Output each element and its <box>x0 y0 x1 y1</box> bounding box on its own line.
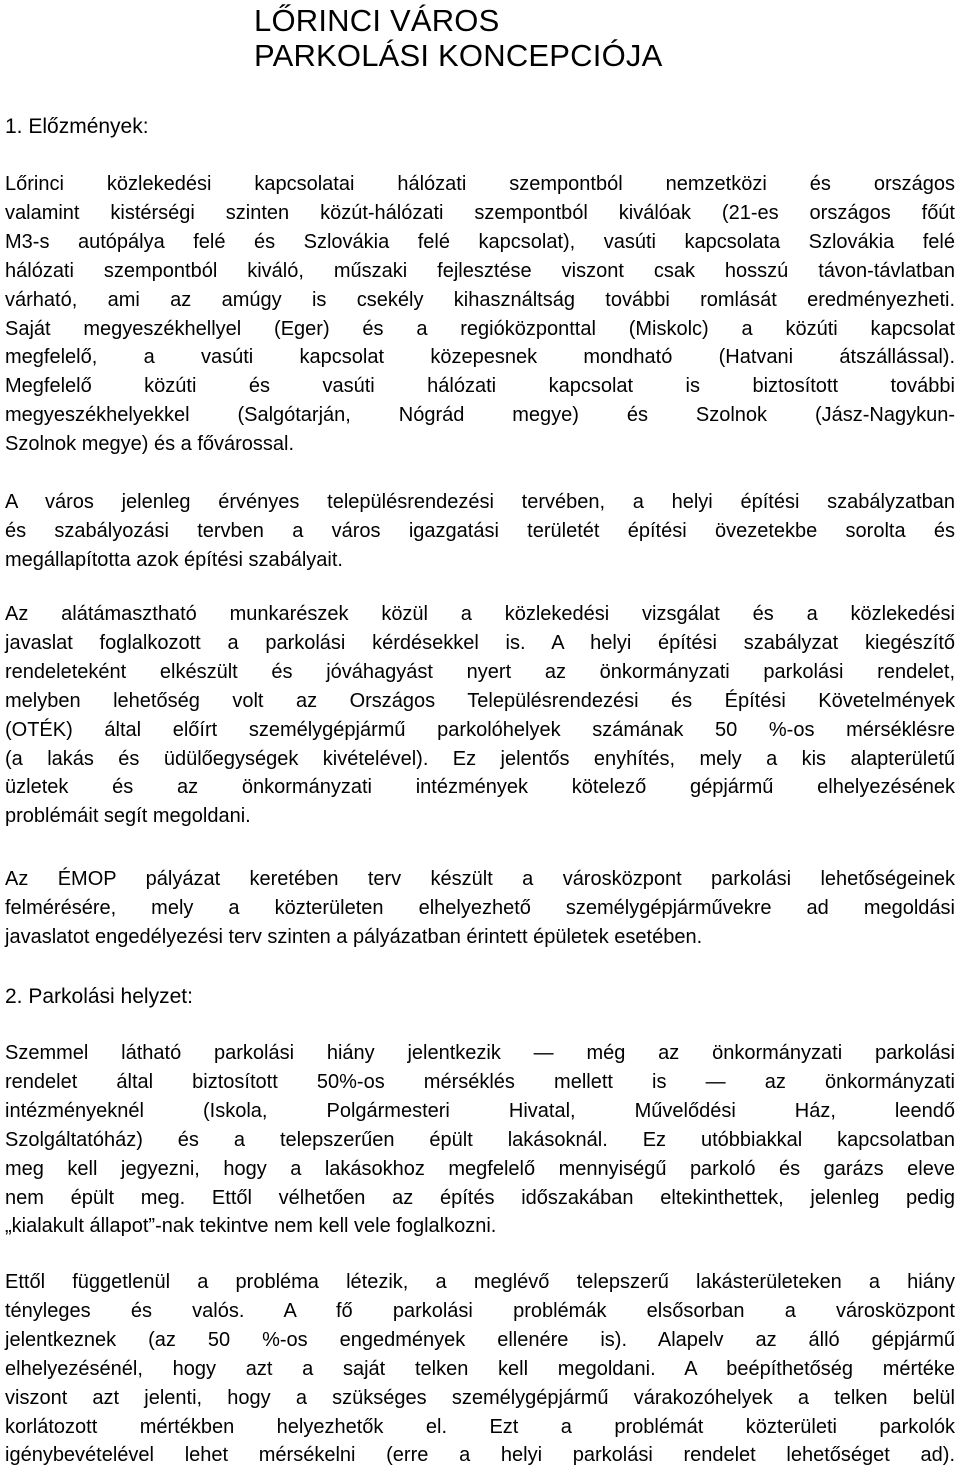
paragraph-4 <box>5 865 955 952</box>
paragraph-line: Az alátámasztható munkarészek közül a közlekedési vizsgálat és a közlekedési <box>5 603 955 625</box>
paragraph-line: „kialakult állapot”-nak tekintve nem kell vele foglalkozni. <box>5 1215 497 1238</box>
paragraph-line: Szemmel látható parkolási hiány jelentkezik — még az önkormányzati parkolási <box>5 1042 955 1064</box>
paragraph-line: intézményeknél (Iskola, Polgármesteri Hivatal, Művelődési Ház, leendő <box>5 1099 955 1122</box>
paragraph-line: várható, ami az amúgy is csekély kihasználtság további romlását eredményezheti. <box>5 288 955 311</box>
paragraph-line: A város jelenleg érvényes településrendezési tervében, a helyi építési szabályzatban <box>5 491 955 513</box>
paragraph-line: megyeszékhelyekkel (Salgótarján, Nógrád megye) és Szolnok (Jász-Nagykun- <box>5 404 955 427</box>
paragraph-line: (a lakás és üdülőegységek kivételével). Ez jelentős enyhítés, mely a kis alapterületű <box>5 747 955 770</box>
paragraph-line: problémáit segít megoldani. <box>5 805 251 828</box>
paragraph-3 <box>5 600 955 831</box>
paragraph-line: Szolnok megye) és a fővárossal. <box>5 433 295 456</box>
paragraph-line: rendelet által biztosított 50%-os mérséklés mellett is — az önkormányzati <box>5 1070 955 1093</box>
paragraph-line: M3-s autópálya felé és Szlovákia felé kapcsolat), vasúti kapcsolata Szlovákia felé <box>5 230 955 253</box>
paragraph-line: rendeleteként elkészült és jóváhagyást nyert az önkormányzati parkolási rendelet, <box>5 660 955 683</box>
paragraph-line: (OTÉK) által előírt személygépjármű parkolóhelyek számának 50 %-os mérséklésre <box>5 718 955 741</box>
paragraph-line: és szabályozási tervben a város igazgatási területét építési övezetekbe sorolta és <box>5 519 955 542</box>
paragraph-line: elhelyezésénél, hogy azt a saját telken kell megoldani. A beépíthetőség mértéke <box>5 1357 955 1380</box>
paragraph-line: valamint kistérségi szinten közút-hálózati szempontból kiválóak (21-es országos főút <box>5 201 955 224</box>
title-line-1: LŐRINCI VÁROS <box>254 3 500 38</box>
paragraph-line: üzletek és az önkormányzati intézmények kötelező gépjármű elhelyezésének <box>5 776 955 799</box>
paragraph-line: Megfelelő közúti és vasúti hálózati kapcsolat is biztosított további <box>5 375 955 398</box>
paragraph-line: megállapította azok építési szabályait. <box>5 548 343 571</box>
section-1-heading: 1. Előzmények: <box>5 115 149 138</box>
paragraph-line: korlátozott mértékben helyezhetők el. Ezt a problémát közterületi parkolók <box>5 1415 955 1438</box>
paragraph-line: igénybevételével lehet mérsékelni (erre a helyi parkolási rendelet lehetőséget ad). <box>5 1444 955 1467</box>
paragraph-line: jelentkeznek (az 50 %-os engedmények ellenére is). Alapelv az álló gépjármű <box>5 1328 955 1351</box>
paragraph-line: nem épült meg. Ettől vélhetően az építés időszakában eltekinthettek, jelenleg pedig <box>5 1186 955 1209</box>
paragraph-line: Ettől függetlenül a probléma létezik, a meglévő telepszerű lakásterületeken a hiány <box>5 1271 955 1293</box>
paragraph-6 <box>5 1268 955 1470</box>
paragraph-line: meg kell jegyezni, hogy a lakásokhoz megfelelő mennyiségű parkoló és garázs eleve <box>5 1157 955 1180</box>
paragraph-line: felmérésére, mely a közterületen elhelyezhető személygépjárművekre ad megoldási <box>5 896 955 919</box>
paragraph-line: javaslatot engedélyezési terv szinten a pályázatban érintett épületek esetében. <box>5 925 703 948</box>
paragraph-1 <box>5 170 955 459</box>
paragraph-line: viszont azt jelenti, hogy a szükséges személygépjármű várakozóhelyek a telken belül <box>5 1386 955 1409</box>
title-line-2: PARKOLÁSI KONCEPCIÓJA <box>254 38 663 73</box>
section-2-heading: 2. Parkolási helyzet: <box>5 985 193 1008</box>
paragraph-line: Saját megyeszékhellyel (Eger) és a regióközponttal (Miskolc) a közúti kapcsolat <box>5 317 955 340</box>
paragraph-line: melyben lehetőség volt az Országos Településrendezési és Építési Követelmények <box>5 689 955 712</box>
paragraph-line: Lőrinci közlekedési kapcsolatai hálózati szempontból nemzetközi és országos <box>5 173 955 195</box>
paragraph-line: Szolgáltatóház) és a telepszerűen épült lakásoknál. Ez utóbbiakkal kapcsolatban <box>5 1128 955 1151</box>
paragraph-line: Az ÉMOP pályázat keretében terv készült a városközpont parkolási lehetőségeinek <box>5 868 955 890</box>
paragraph-line: megfelelő, a vasúti kapcsolat közepesnek mondható (Hatvani átszállással). <box>5 346 955 369</box>
document-title <box>254 3 754 73</box>
paragraph-line: tényleges és valós. A fő parkolási problémák elsősorban a városközpont <box>5 1299 955 1322</box>
paragraph-5 <box>5 1039 955 1241</box>
paragraph-line: javaslat foglalkozott a parkolási kérdésekkel is. A helyi építési szabályzat kiegészítő <box>5 631 955 654</box>
paragraph-line: hálózati szempontból kiváló, műszaki fejlesztése viszont csak hosszú távon-távlatban <box>5 259 955 282</box>
paragraph-2 <box>5 488 955 575</box>
